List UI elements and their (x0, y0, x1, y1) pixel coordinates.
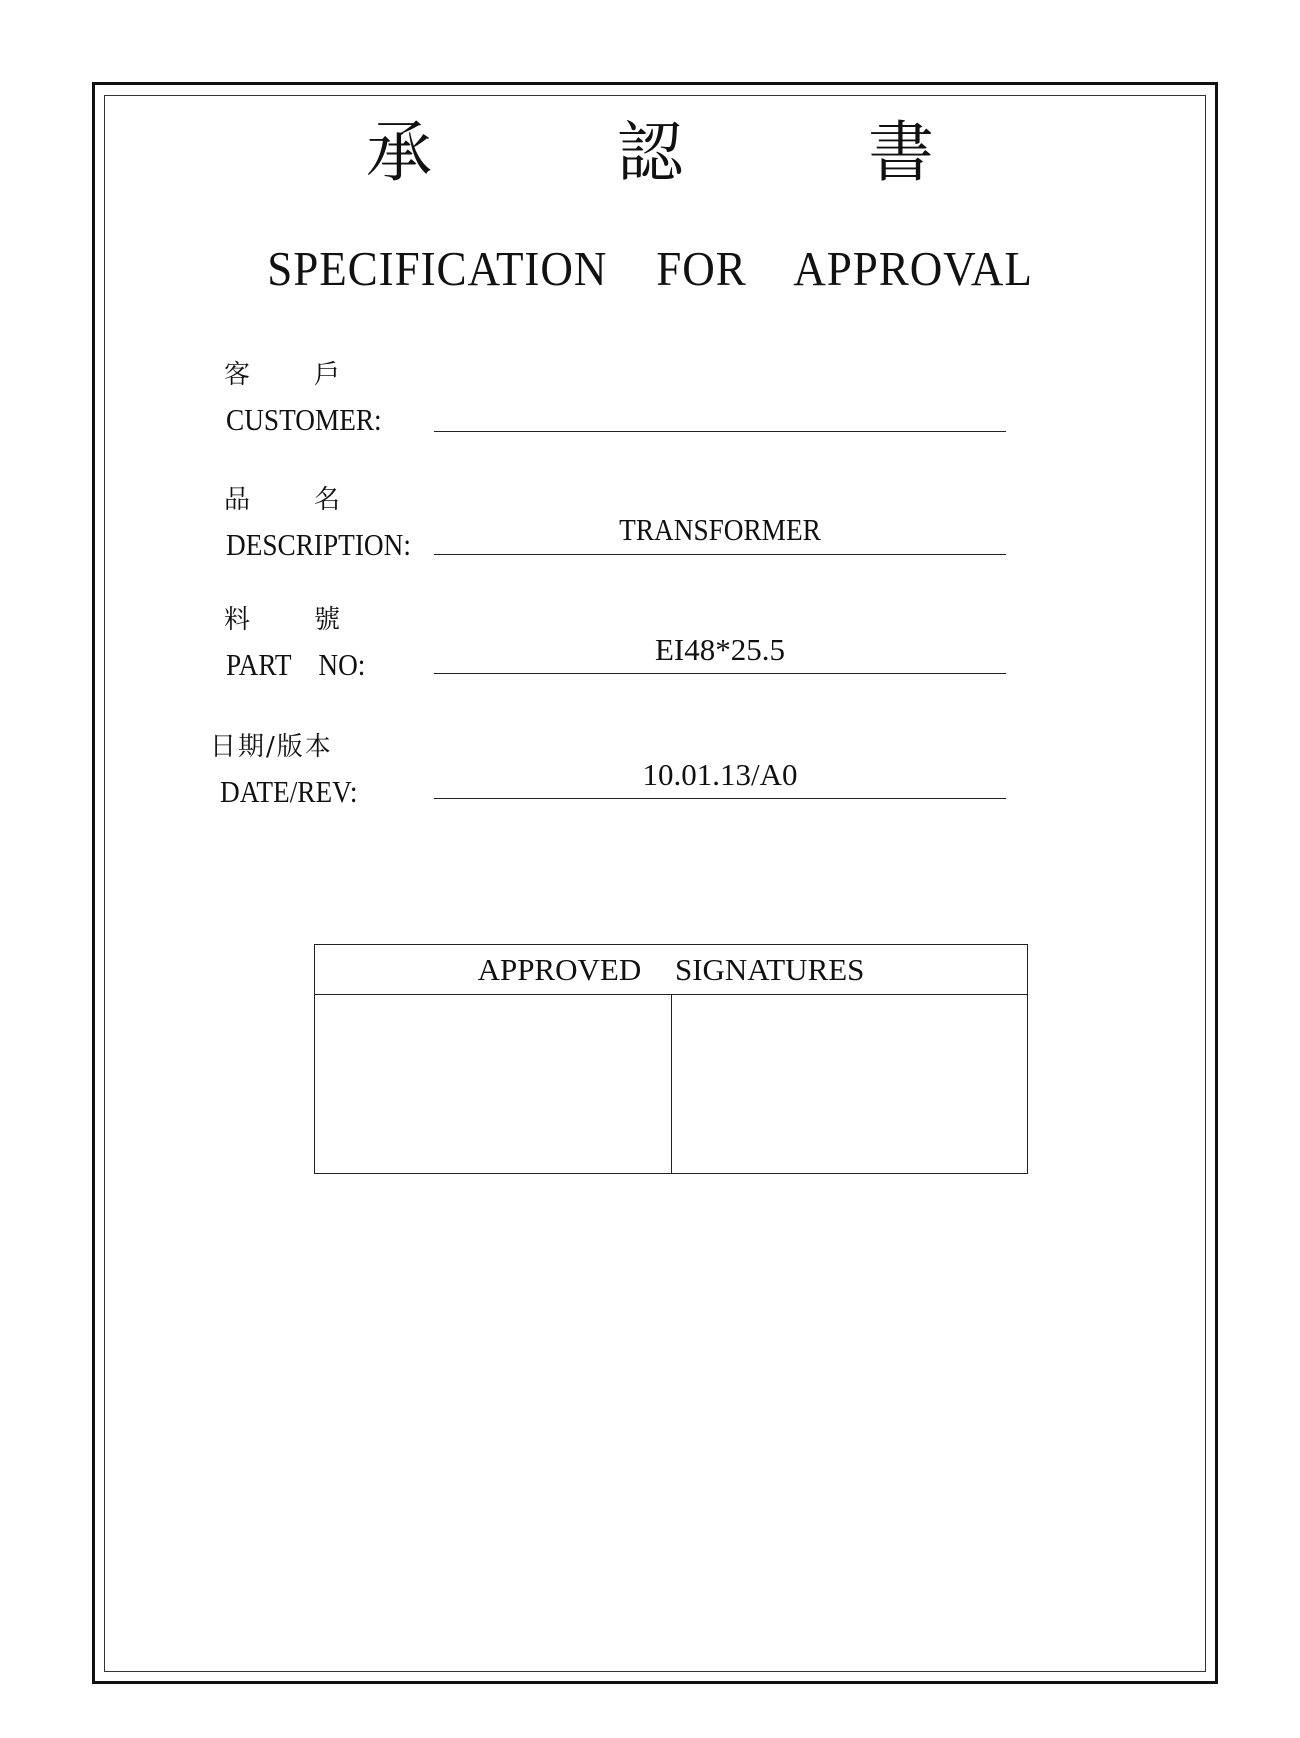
description-value: TRANSFORMER (619, 512, 821, 547)
date-rev-label-cjk: 日期/版本 (210, 732, 333, 762)
customer-underline (434, 431, 1006, 432)
signature-box-right (672, 995, 1027, 1173)
customer-label-cjk: 客 戶 (224, 360, 345, 390)
description-underline (434, 554, 1006, 555)
part-no-label-cjk: 料 號 (224, 605, 345, 635)
date-rev-underline (434, 798, 1006, 799)
approved-signatures-table (314, 944, 1028, 1174)
description-label: DESCRIPTION: (226, 527, 411, 562)
page-inner-border (104, 95, 1206, 1672)
description-label-cjk: 品 名 (224, 485, 345, 515)
signatures-header: APPROVED SIGNATURES (315, 945, 1027, 995)
date-rev-label: DATE/REV: (220, 774, 358, 809)
part-no-underline (434, 673, 1006, 674)
customer-label: CUSTOMER: (226, 402, 382, 437)
part-no-value: EI48*25.5 (654, 632, 785, 667)
document-title-cjk: 承 認 書 (366, 114, 1016, 191)
part-no-label: PART NO: (226, 647, 366, 682)
signature-box-left (315, 995, 671, 1173)
document-title-en: SPECIFICATION FOR APPROVAL (267, 241, 1033, 296)
date-rev-value: 10.01.13/A0 (642, 757, 798, 792)
